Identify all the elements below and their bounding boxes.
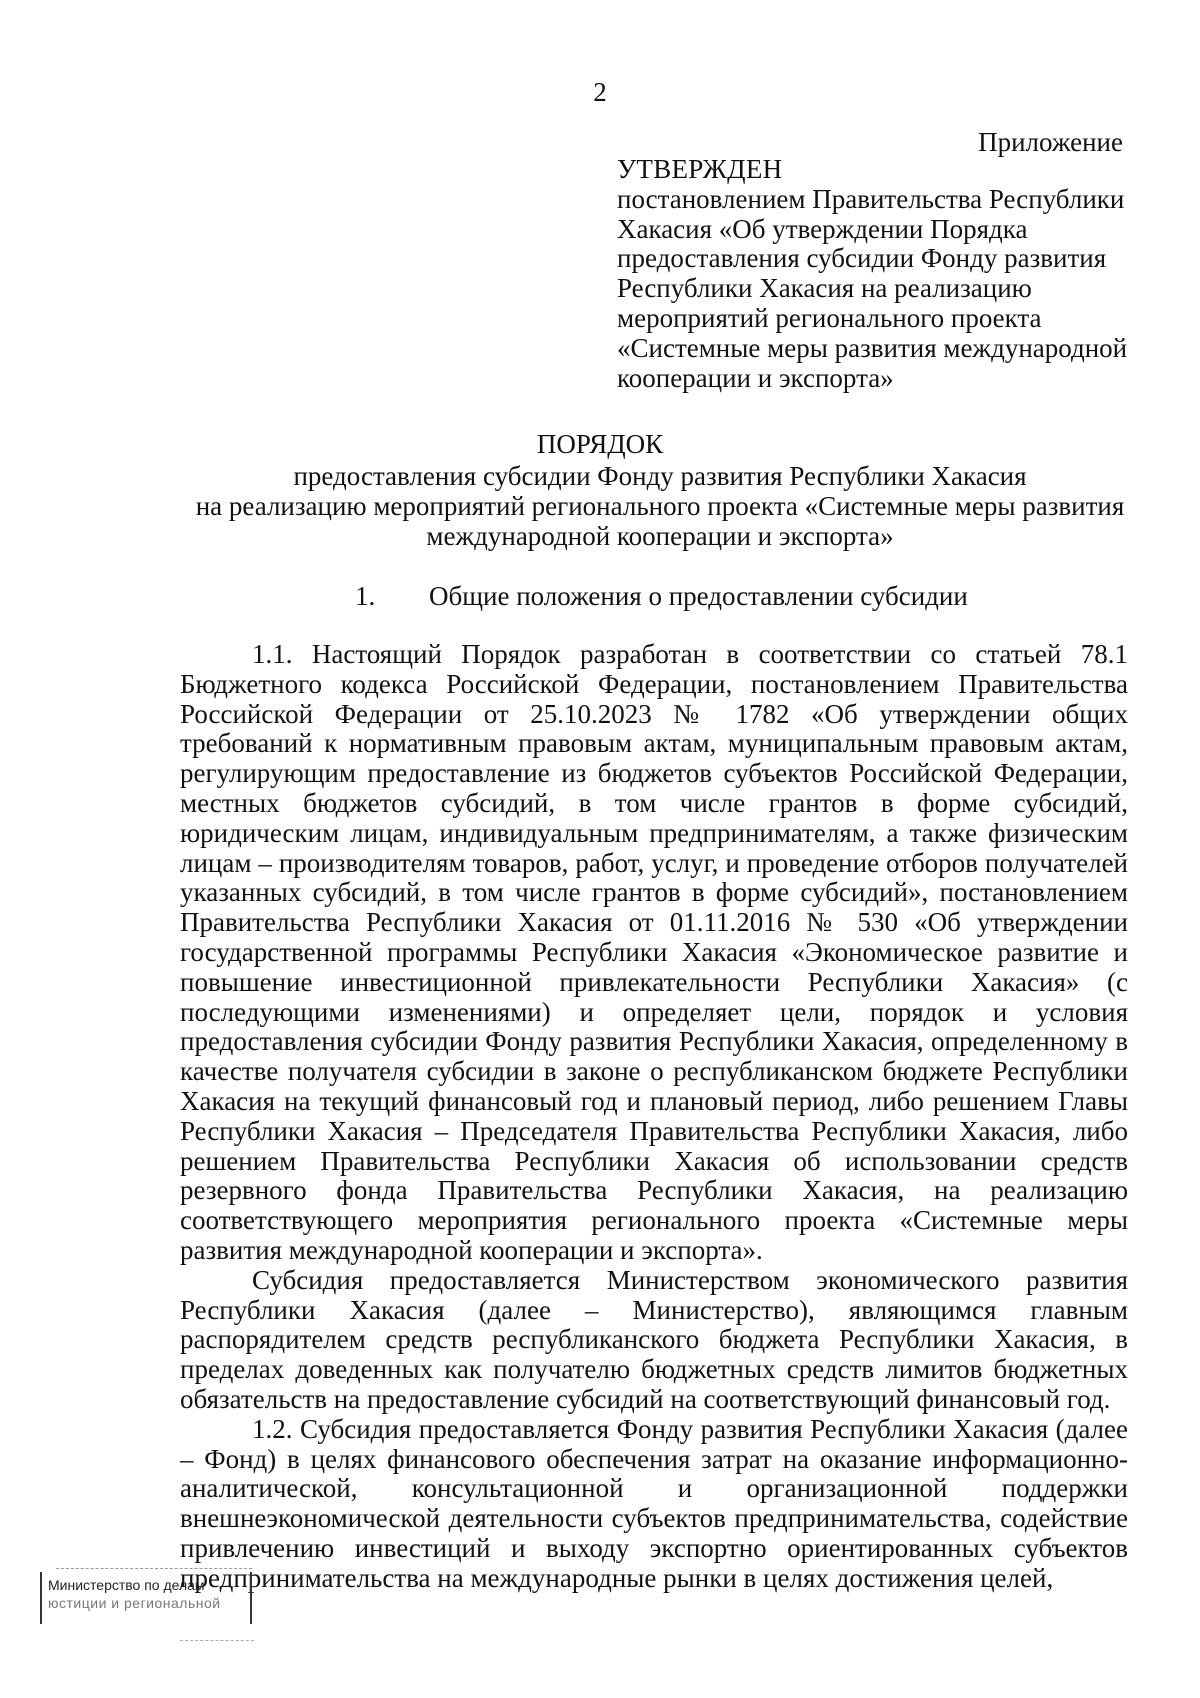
stamp-bottom-rule (180, 1640, 254, 1641)
section-title: Общие положения о предоставлении субсидии (429, 581, 968, 611)
registration-stamp (40, 1572, 252, 1624)
paragraph-subsidy: Субсидия предоставляется Министерством экономического развития Республики Хакасия (далее – Министерство), являющимся главным распорядителем средств республиканского бюджета Республики Хакасия, в пределах доведенных как получателю бюджетных средств лимитов бюджетных обязательств на предоставление субсидий на соответствующий финансовый год. (180, 1264, 1128, 1414)
section-number: 1. (355, 581, 376, 611)
stamp-line-1: Министерство по делам (48, 1577, 205, 1593)
approved-stamp-text: УТВЕРЖДЕН (617, 154, 783, 184)
body-text (180, 640, 1128, 1594)
approved-by-text: постановлением Правительства Республики Хакасия «Об утверждении Порядка предоставления субсидии Фонду развития Республики Хакасия на реализацию мероприятий регионального проекта «Системные меры развития международной кооперации и экспорта» (617, 183, 1128, 393)
stamp-top-rule (56, 1568, 252, 1569)
document-title: ПОРЯДОК (536, 429, 664, 459)
document-subtitle: предоставления субсидии Фонду развития Республики Хакасия на реализацию мероприятий регионального проекта «Системные меры развития международной кооперации и экспорта» (195, 461, 1125, 551)
paragraph-1-2: 1.2. Субсидия предоставляется Фонду развития Республики Хакасия (далее – Фонд) в целях финансового обеспечения затрат на оказание информационно-аналитической, консультационной и организационной поддержки внешнеэкономической деятельности субъектов предпринимательства, содействие привлечению инвестиций и выходу экспортно ориентированных субъектов предпринимательства на международные рынки в целях достижения целей, (180, 1413, 1128, 1593)
section-heading (355, 582, 968, 612)
page-number: 2 (593, 77, 607, 107)
stamp-line-2: юстиции и региональной (48, 1595, 221, 1611)
paragraph-1-1: 1.1. Настоящий Порядок разработан в соответствии со статьей 78.1 Бюджетного кодекса Российской Федерации, постановлением Правительства Российской Федерации от 25.10.2023 № 1782 «Об утверждении общих требований к нормативным правовым актам, муниципальным правовым актам, регулирующим предоставление из бюджетов субъектов Российской Федерации, местных бюджетов субсидий, в том числе грантов в форме субсидий, юридическим лицам, индивидуальным предпринимателям, а также физическим лицам – производителям товаров, работ, услуг, и проведение отборов получателей указанных субсидий, в том числе грантов в форме субсидий», постановлением Правительства Республики Хакасия от 01.11.2016 № 530 «Об утверждении государственной программы Республики Хакасия «Экономическое развитие и повышение инвестиционной привлекательности Республики Хакасия» (с последующими изменениями) и определяет цели, порядок и условия предоставления субсидии Фонду развития Республики Хакасия, определенному в качестве получателя субсидии в законе о республиканском бюджете Республики Хакасия на текущий финансовый год и плановый период, либо решением Главы Республики Хакасия – Председателя Правительства Республики Хакасия, либо решением Правительства Республики Хакасия об использовании средств резервного фонда Правительства Республики Хакасия, на реализацию соответствующего мероприятия регионального проекта «Системные меры развития международной кооперации и экспорта». (180, 639, 1128, 1265)
appendix-label: Приложение (978, 127, 1123, 157)
approval-block (617, 155, 1137, 393)
